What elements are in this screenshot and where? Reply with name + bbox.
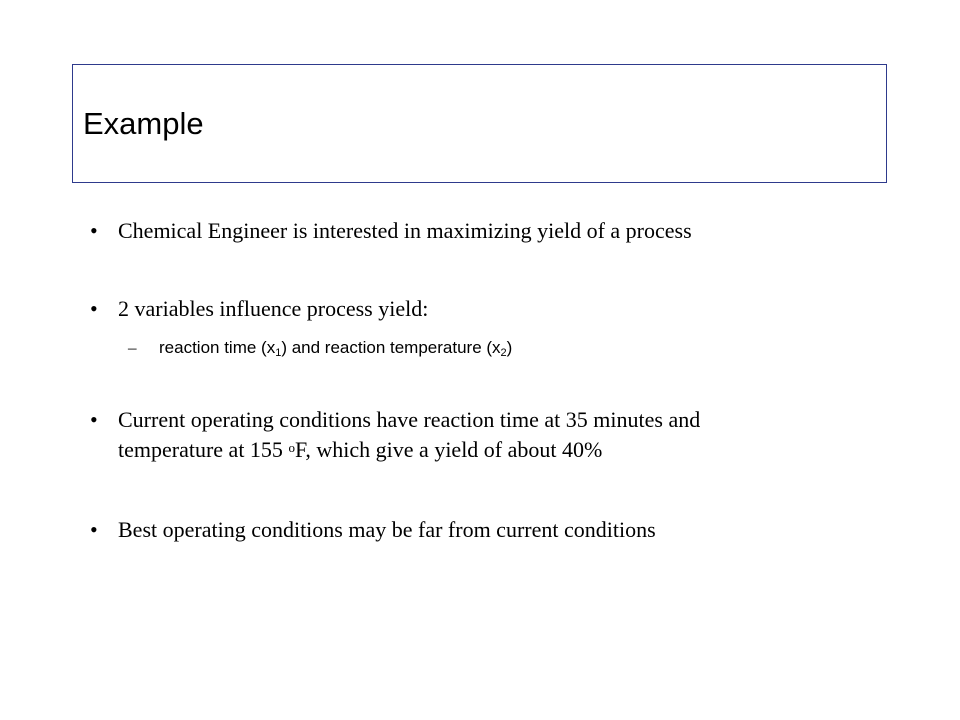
bullet-marker: • bbox=[90, 296, 98, 321]
sub-bullet-text-variables: reaction time $(x_1)$ and reaction temperature $(x_2)$ bbox=[159, 338, 513, 359]
sub-bullet-marker: – bbox=[128, 338, 137, 357]
bullet-marker: • bbox=[90, 517, 98, 542]
bullet-text-objective: Chemical Engineer is interested in maximizing yield of a process bbox=[118, 218, 692, 243]
title-placeholder bbox=[72, 64, 887, 183]
bullet-line-2: temperature at 155 $^o$F, which give a yield of about 40% bbox=[118, 437, 603, 462]
bullet-marker: • bbox=[90, 407, 98, 432]
slide-title: Example bbox=[83, 106, 204, 141]
bullet-text-variables: 2 variables influence process yield: bbox=[118, 296, 429, 321]
bullet-marker: • bbox=[90, 218, 98, 243]
bullet-text-current-conditions bbox=[118, 405, 908, 465]
bullet-line-1: Current operating conditions have reaction time at 35 minutes and bbox=[118, 407, 701, 432]
bullet-text-best-conditions: Best operating conditions may be far from current conditions bbox=[118, 517, 656, 542]
